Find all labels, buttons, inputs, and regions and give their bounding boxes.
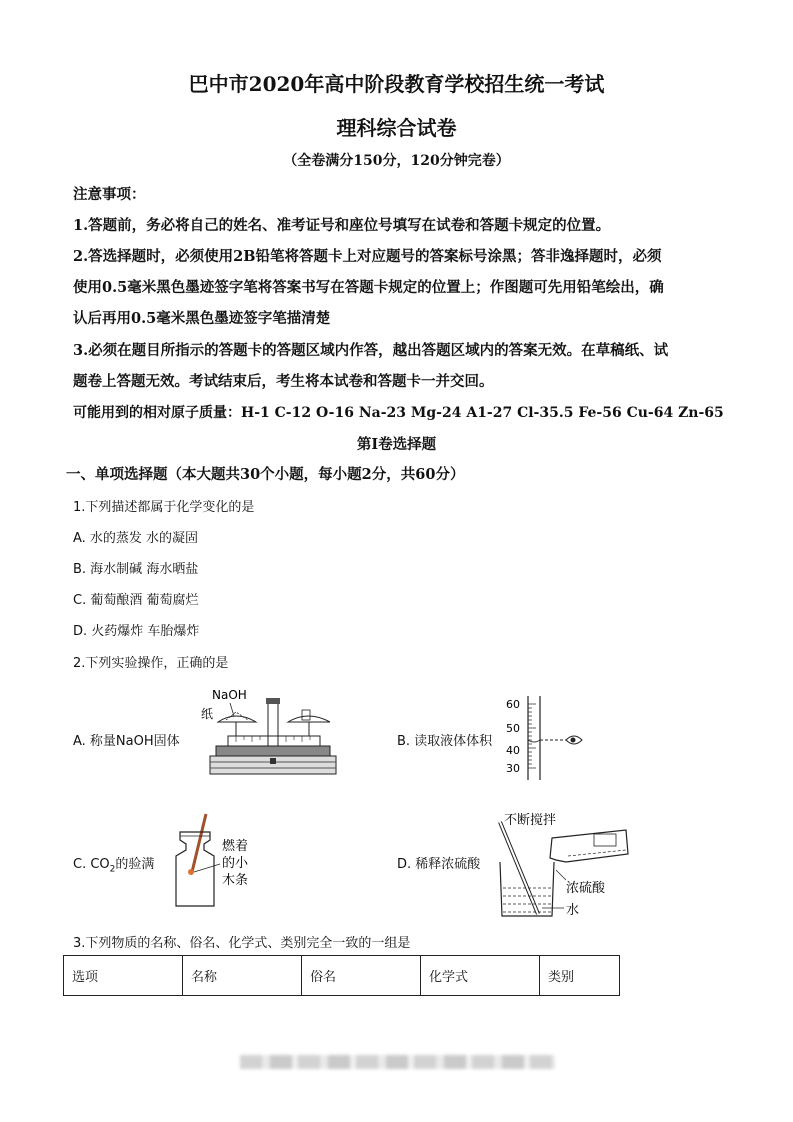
table-row bbox=[64, 956, 620, 996]
atomic-masses: 可能用到的相对原子质量：H-1 C-12 O-16 Na-23 Mg-24 A1-27 Cl-35.5 Fe-56 Cu-64 Zn-65 bbox=[73, 405, 724, 421]
exam-title: 巴中市2020年高中阶段教育学校招生统一考试 bbox=[188, 72, 605, 96]
naoh-label: NaOH bbox=[212, 688, 247, 702]
table-header-cell: 类别 bbox=[540, 956, 620, 996]
dilution-figure bbox=[494, 808, 634, 920]
notice-line-5: 3.必须在题目所指示的答题卡的答题区域内作答，越出答题区域内的答案无效。在草稿纸、试 bbox=[73, 342, 669, 359]
table-header-cell: 选项 bbox=[64, 956, 183, 996]
notice-line-2: 2.答选择题时，必须使用2B铅笔将答题卡上对应题号的答案标号涂黑；答非逸择题时，必须 bbox=[73, 248, 662, 265]
tick-60: 60 bbox=[506, 698, 520, 711]
table-header-cell: 名称 bbox=[183, 956, 302, 996]
stick-label-3: 木条 bbox=[222, 873, 249, 888]
bottle-figure bbox=[170, 812, 260, 910]
tick-40: 40 bbox=[506, 744, 520, 757]
eye-icon bbox=[566, 736, 582, 744]
exam-note: （全卷满分150分，120分钟完卷） bbox=[283, 153, 510, 169]
q1-option-b: B. 海水制碱 海水晒盐 bbox=[73, 562, 199, 577]
paper-label: 纸 bbox=[201, 707, 214, 721]
tick-30: 30 bbox=[506, 762, 520, 775]
q1-option-d: D. 火药爆炸 车胎爆炸 bbox=[73, 624, 200, 639]
blurred-footer bbox=[240, 1055, 555, 1069]
table-header-cell: 化学式 bbox=[421, 956, 540, 996]
acid-label: 浓硫酸 bbox=[566, 881, 606, 896]
water-label: 水 bbox=[566, 903, 580, 918]
notice-line-4: 认后再用0.5毫米黑色墨迹签字笔描清楚 bbox=[73, 310, 331, 327]
notice-line-6: 题卷上答题无效。考试结束后，考生将本试卷和答题卡一并交回。 bbox=[73, 373, 494, 390]
q2-stem: 2.下列实验操作，正确的是 bbox=[73, 656, 229, 671]
q2-option-a: A. 称量NaOH固体 bbox=[73, 734, 180, 749]
q3-stem: 3.下列物质的名称、俗名、化学式、类别完全一致的一组是 bbox=[73, 936, 411, 951]
cylinder-figure bbox=[500, 694, 590, 782]
q1-option-c: C. 葡萄酿酒 葡萄腐烂 bbox=[73, 593, 199, 608]
stick-label-2: 的小 bbox=[222, 856, 249, 871]
tick-50: 50 bbox=[506, 722, 520, 735]
notice-heading: 注意事项： bbox=[73, 186, 146, 203]
balance-figure bbox=[196, 684, 346, 784]
notice-line-1: 1.答题前，务必将自己的姓名、准考证号和座位号填写在试卷和答题卡规定的位置。 bbox=[73, 217, 611, 234]
q2-option-b: B. 读取液体体积 bbox=[397, 734, 493, 749]
q1-option-a: A. 水的蒸发 水的凝固 bbox=[73, 531, 199, 546]
section-heading: 一、单项选择题（本大题共30个小题，每小题2分，共60分） bbox=[66, 466, 465, 483]
stick-label-1: 燃着 bbox=[222, 839, 249, 854]
q1-stem: 1.下列描述都属于化学变化的是 bbox=[73, 500, 255, 515]
q2-option-c: C. $CO_2$的验满 bbox=[73, 857, 155, 875]
notice-line-3: 使用0.5毫米黑色墨迹签字笔将答案书写在答题卡规定的位置上；作图题可先用铅笔绘出，确 bbox=[73, 279, 664, 296]
q3-table bbox=[63, 955, 620, 996]
stir-label: 不断搅拌 bbox=[504, 813, 557, 828]
part-title: 第Ⅰ卷选择题 bbox=[356, 436, 437, 453]
exam-subtitle: 理科综合试卷 bbox=[336, 116, 457, 140]
q2-option-d: D. 稀释浓硫酸 bbox=[397, 857, 481, 872]
table-header-cell: 俗名 bbox=[302, 956, 421, 996]
